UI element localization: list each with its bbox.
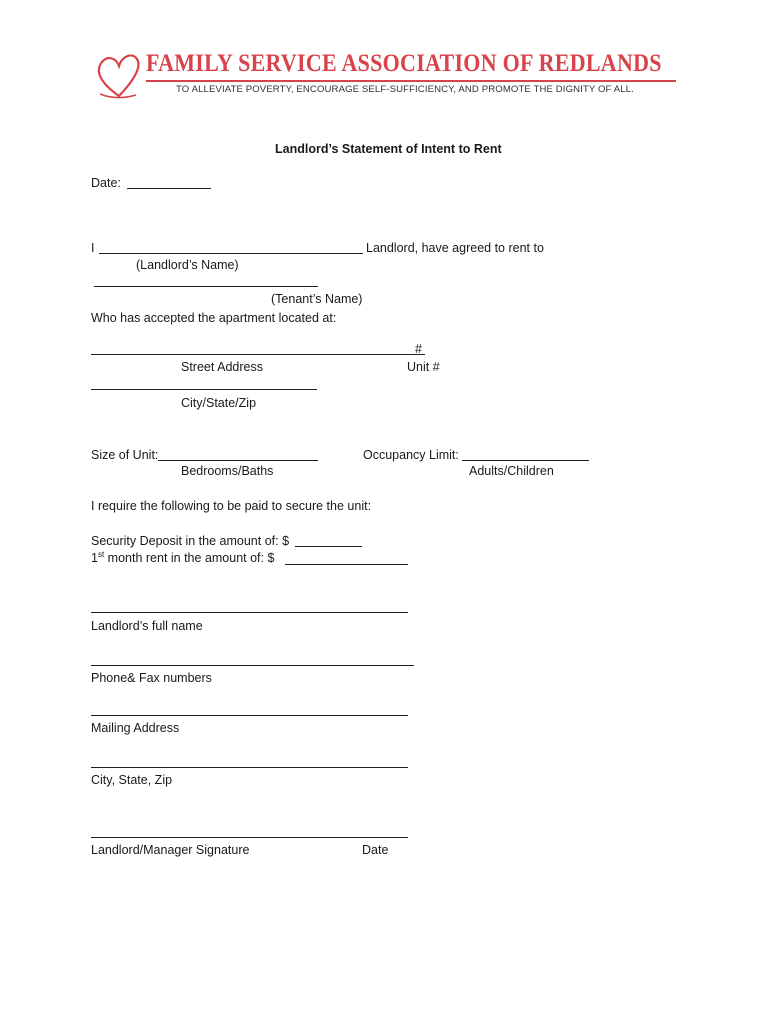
bedrooms-caption: Bedrooms/Baths <box>181 464 274 478</box>
phone-fax-field[interactable] <box>91 665 414 666</box>
mailing-caption: Mailing Address <box>91 721 180 735</box>
require-text: I require the following to be paid to secure the unit: <box>91 499 372 513</box>
unit-field[interactable] <box>413 354 425 355</box>
adults-caption: Adults/Children <box>469 464 554 478</box>
phone-caption: Phone& Fax numbers <box>91 671 212 685</box>
city-state-zip-contact-field[interactable] <box>91 767 408 768</box>
mailing-address-field[interactable] <box>91 715 408 716</box>
rent-label <box>91 551 274 565</box>
size-label: Size of Unit: <box>91 448 159 462</box>
occupancy-limit-field[interactable] <box>462 460 589 461</box>
rent-superscript: st <box>97 549 105 559</box>
tenant-name-caption: (Tenant’s Name) <box>271 292 363 306</box>
landlord-name-field[interactable] <box>99 253 363 254</box>
org-tagline: TO ALLEVIATE POVERTY, ENCOURAGE SELF-SUFFICIENCY, AND PROMOTE THE DIGNITY OF ALL. <box>176 84 634 95</box>
tenant-name-field[interactable] <box>94 286 318 287</box>
city-state-zip-caption: City, State, Zip <box>91 773 173 787</box>
form-title: Landlord’s Statement of Intent to Rent <box>275 142 502 156</box>
landlord-name-caption: (Landlord’s Name) <box>136 258 239 272</box>
date-label: Date: <box>91 176 121 190</box>
header-rule <box>146 80 676 82</box>
org-name: FAMILY SERVICE ASSOCIATION OF REDLANDS <box>146 50 662 77</box>
i-label: I <box>91 241 95 255</box>
unit-hash: # <box>415 342 422 356</box>
occupancy-label: Occupancy Limit: <box>363 448 459 462</box>
rent-label-text: month rent in the amount of: $ <box>104 551 275 565</box>
street-caption: Street Address <box>181 360 263 374</box>
city-caption: City/State/Zip <box>181 396 257 410</box>
street-address-field[interactable] <box>91 354 413 355</box>
full-name-caption: Landlord’s full name <box>91 619 203 633</box>
date-field[interactable] <box>127 188 211 189</box>
accepted-text: Who has accepted the apartment located at: <box>91 311 337 325</box>
rent-prefix: 1 <box>91 551 98 565</box>
size-of-unit-field[interactable] <box>158 460 318 461</box>
deposit-field[interactable] <box>295 546 362 547</box>
landlord-full-name-field[interactable] <box>91 612 408 613</box>
deposit-label: Security Deposit in the amount of: $ <box>91 534 290 548</box>
agree-text: Landlord, have agreed to rent to <box>366 241 544 255</box>
first-month-rent-field[interactable] <box>285 564 408 565</box>
signature-field[interactable] <box>91 837 408 838</box>
unit-caption: Unit # <box>407 360 440 374</box>
signature-caption: Landlord/Manager Signature <box>91 843 250 857</box>
signature-date-caption: Date <box>362 843 389 857</box>
heart-icon <box>96 50 142 102</box>
city-state-zip-field[interactable] <box>91 389 317 390</box>
